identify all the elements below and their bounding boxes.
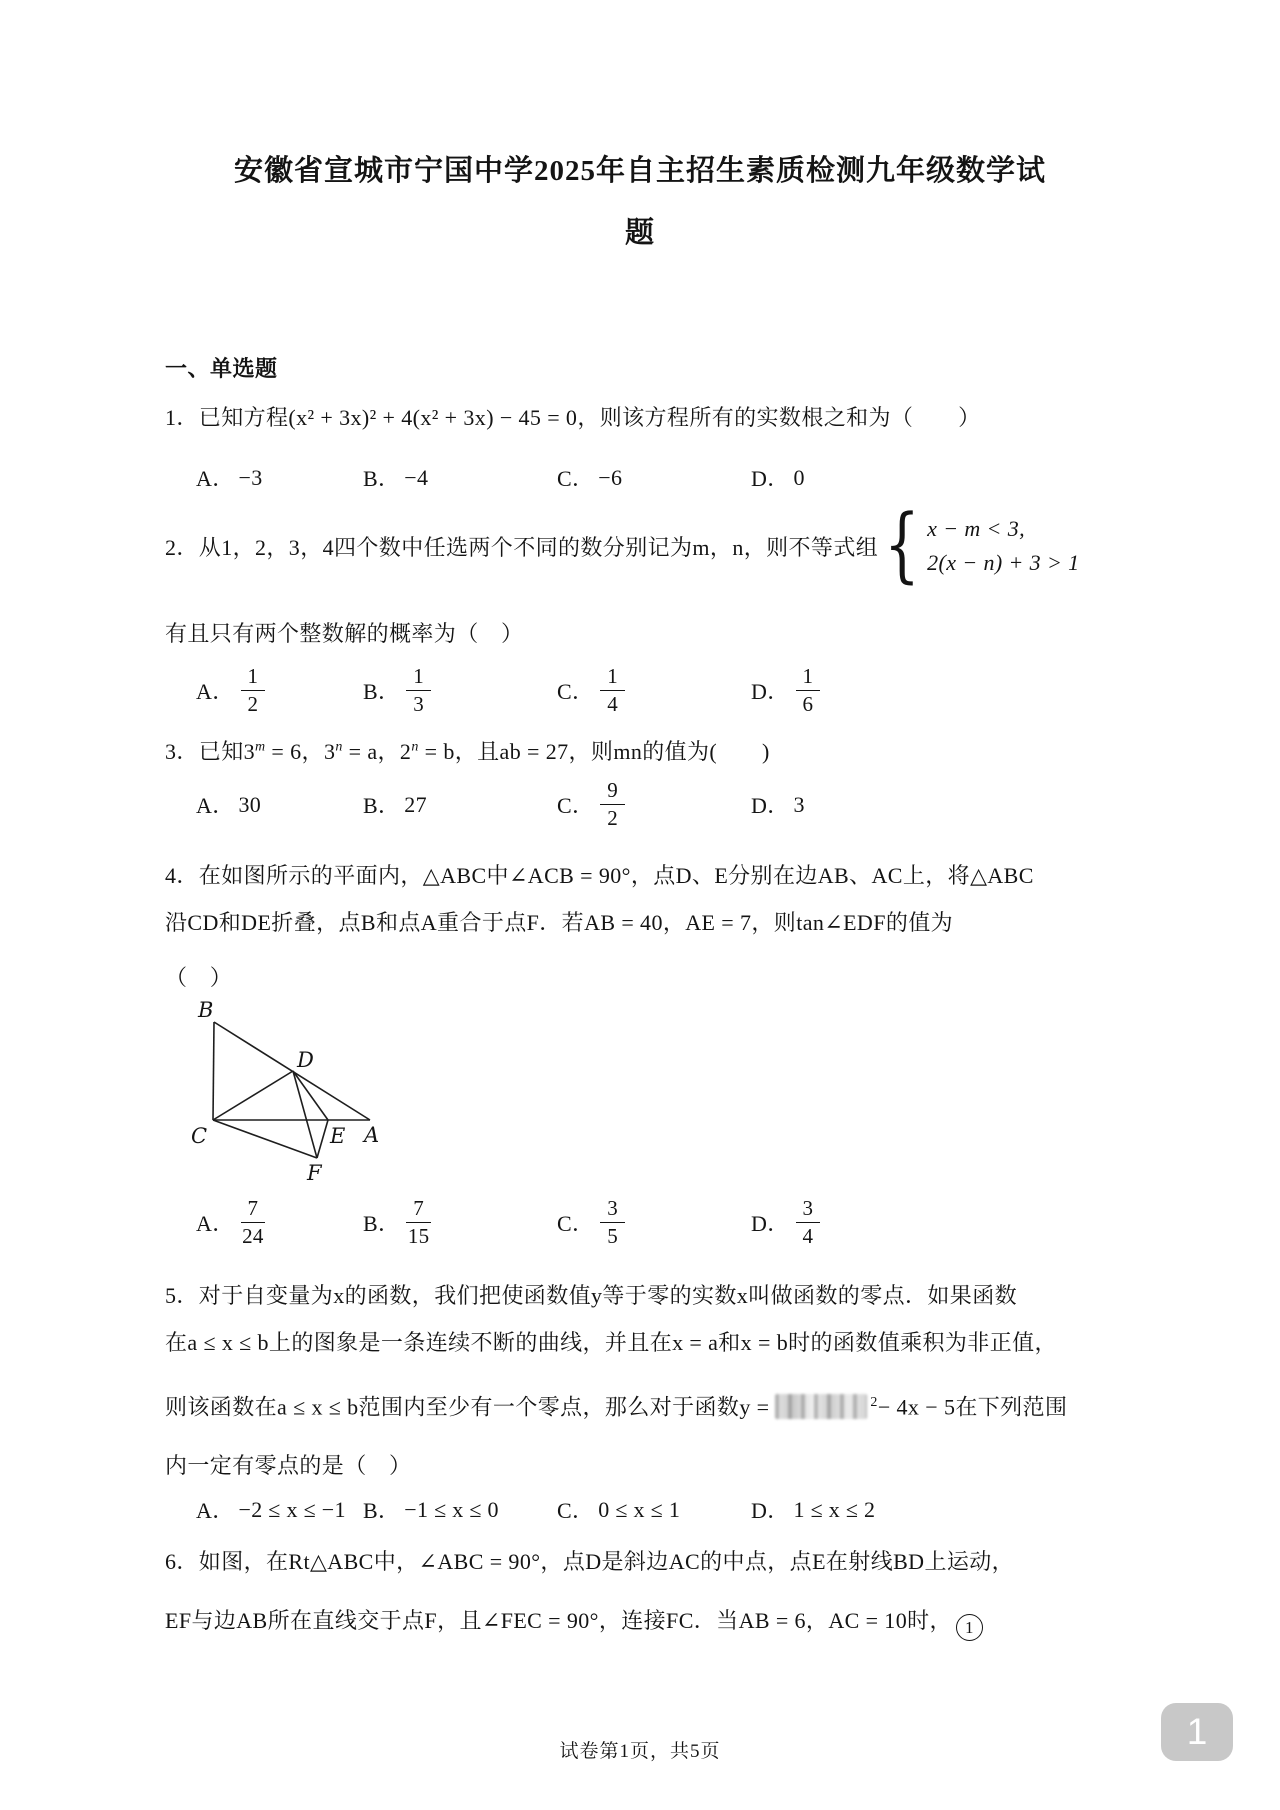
fraction-denominator: 5: [607, 1224, 619, 1249]
fraction-numerator: 1: [241, 664, 266, 691]
fraction-denominator: 24: [242, 1224, 264, 1249]
fraction: [796, 664, 821, 717]
question-2-continuation: 有且只有两个整数解的概率为（ ）: [165, 621, 524, 646]
question-5-options: [165, 1494, 1236, 1525]
fraction: [600, 664, 625, 717]
q5-option-b: [363, 1494, 557, 1525]
q3-exponent-n2: n: [411, 739, 419, 755]
fraction: [241, 664, 266, 717]
vertex-label-E: E: [330, 1124, 346, 1148]
option-label: A．: [196, 1211, 235, 1237]
option-value: 0 ≤ x ≤ 1: [598, 1496, 681, 1522]
fraction-denominator: 15: [407, 1224, 430, 1249]
q5-line3-pre: 则该函数在a ≤ x ≤ b范围内至少有一个零点，那么对于函数y =: [165, 1394, 770, 1420]
q3-option-d: [751, 789, 981, 820]
q4-geometry-figure: [158, 993, 418, 1193]
option-value: −3: [238, 464, 263, 490]
q5-option-d: [751, 1494, 981, 1525]
option-label: D．: [751, 679, 790, 705]
fraction-denominator: 2: [607, 806, 619, 831]
question-1-options: [165, 462, 1236, 493]
redacted-formula-fragment: [775, 1394, 867, 1419]
vertex-label-B: B: [198, 998, 214, 1022]
q1-option-b: [363, 462, 557, 493]
q1-option-c: [557, 462, 751, 493]
q5-option-a: [196, 1494, 363, 1525]
option-label: B．: [363, 1498, 401, 1523]
option-value: −4: [404, 464, 429, 490]
q4-option-a: [196, 1196, 363, 1249]
q3-option-c: [557, 778, 751, 831]
page-number-badge: 1: [1161, 1703, 1233, 1761]
fraction: [600, 1196, 625, 1249]
fraction-denominator: 6: [802, 692, 814, 717]
q4-option-d: [751, 1196, 981, 1249]
option-label: C．: [557, 793, 595, 819]
edge-DE: [293, 1071, 328, 1120]
option-label: D．: [751, 1211, 790, 1237]
option-value: 0: [793, 464, 805, 490]
fraction: [241, 1196, 266, 1249]
fraction-numerator: 7: [241, 1196, 266, 1223]
vertex-label-A: A: [364, 1123, 380, 1147]
option-value: −2 ≤ x ≤ −1: [238, 1496, 346, 1522]
question-3-options: [165, 778, 1236, 831]
edge-CF: [213, 1120, 317, 1158]
q6-line2-pre: EF与边AB所在直线交于点F，且∠FEC = 90°，连接FC．当AB = 6，AC = 10时，: [165, 1608, 952, 1633]
vertex-label-D: D: [297, 1048, 314, 1072]
q2-option-a: [196, 664, 363, 717]
q4-option-b: [363, 1196, 557, 1249]
option-label: B．: [363, 1211, 401, 1237]
question-4-text: [165, 852, 1185, 1001]
edge-EF: [317, 1120, 328, 1158]
question-2-text: [165, 498, 1245, 593]
option-label: C．: [557, 1211, 595, 1237]
option-label: B．: [363, 679, 401, 705]
q3-exponent-n1: n: [335, 739, 343, 755]
question-3-text: [165, 736, 1185, 768]
fraction-numerator: 7: [406, 1196, 431, 1223]
q3-pre: 3．已知3: [165, 739, 256, 764]
fraction-numerator: 3: [600, 1196, 625, 1223]
q6-line-1: 6．如图，在Rt△ABC中，∠ABC = 90°，点D是斜边AC的中点，点E在射线BD上运动，: [165, 1549, 1015, 1574]
option-label: C．: [557, 679, 595, 705]
section-header: 一、单选题: [165, 356, 278, 381]
system-rows: [927, 512, 1079, 580]
fraction: [406, 664, 431, 717]
fraction-numerator: 1: [600, 664, 625, 691]
q1-option-a: [196, 462, 363, 493]
fraction: [600, 778, 625, 831]
q3-mid1: = 6，3: [265, 739, 336, 764]
question-6-text: [165, 1538, 1185, 1644]
q3-exponent-m: m: [255, 739, 266, 755]
q2-option-c: [557, 664, 751, 717]
system-line-2: 2(x − n) + 3 > 1: [927, 550, 1080, 575]
q3-mid3: = b，且ab = 27，则mn的值为( ): [418, 739, 770, 764]
option-label: A．: [196, 466, 235, 491]
fraction-denominator: 4: [802, 1224, 814, 1249]
footer-page-info: 试卷第1页，共5页: [559, 1741, 721, 1762]
q3-mid2: = a，2: [342, 739, 412, 764]
option-value: 30: [238, 791, 262, 817]
q4-option-c: [557, 1196, 751, 1249]
page-title: [0, 140, 1280, 265]
fraction-denominator: 3: [413, 692, 425, 717]
fraction-denominator: 2: [247, 692, 259, 717]
option-label: D．: [751, 466, 790, 491]
option-label: A．: [196, 679, 235, 705]
option-label: B．: [363, 466, 401, 491]
fraction-numerator: 3: [796, 1196, 821, 1223]
q3-option-b: [363, 789, 557, 820]
fraction: [406, 1196, 431, 1249]
q5-line-3: [165, 1379, 1185, 1430]
fraction-numerator: 1: [406, 664, 431, 691]
option-value: 27: [404, 791, 427, 817]
fraction-numerator: 1: [796, 664, 821, 691]
q4-answer-paren: （ ）: [165, 965, 233, 990]
option-label: A．: [196, 1498, 235, 1523]
vertex-label-C: C: [191, 1124, 208, 1148]
edge-BC: [213, 1022, 214, 1120]
vertex-label-F: F: [307, 1161, 322, 1185]
q4-line-1: 4．在如图所示的平面内，△ABC中∠ACB = 90°，点D、E分别在边AB、AC上，将△ABC: [165, 863, 1034, 888]
q4-line-2: 沿CD和DE折叠，点B和点A重合于点F．若AB = 40，AE = 7，则tan∠EDF的值为: [165, 910, 954, 935]
option-label: B．: [363, 793, 401, 819]
option-label: C．: [557, 1498, 595, 1523]
option-label: A．: [196, 793, 235, 819]
q5-line3-post: − 4x − 5在下列范围: [877, 1394, 1068, 1420]
question-1-text: 1．已知方程(x² + 3x)² + 4(x² + 3x) − 45 = 0，则该方程所有的实数根之和为（ ）: [165, 405, 981, 430]
question-2-options: [165, 664, 1236, 717]
option-label: D．: [751, 793, 790, 819]
q2-intro: 2．从1，2，3，4四个数中任选两个不同的数分别记为m，n，则不等式组: [165, 534, 879, 560]
q6-line-2: [165, 1597, 1185, 1644]
question-4-options: [165, 1196, 1236, 1249]
fraction-numerator: 9: [600, 778, 625, 805]
q5-line-1: 5．对于自变量为x的函数，我们把使函数值y等于零的实数x叫做函数的零点．如果函数: [165, 1283, 1018, 1308]
q3-option-a: [196, 789, 363, 820]
q2-option-d: [751, 664, 981, 717]
system-line-1: x − m < 3,: [927, 516, 1025, 541]
question-5-text: [165, 1272, 1185, 1489]
q5-exponent-2: 2: [870, 1395, 878, 1410]
page-title-text: 安徽省宣城市宁国中学2025年自主招生素质检测九年级数学试题: [233, 155, 1046, 250]
option-label: C．: [557, 466, 595, 491]
option-value: −1 ≤ x ≤ 0: [404, 1496, 499, 1522]
q5-line-2: 在a ≤ x ≤ b上的图象是一条连续不断的曲线，并且在x = a和x = b时的函数值乘积为非正值，: [165, 1330, 1057, 1355]
option-value: 1 ≤ x ≤ 2: [793, 1496, 876, 1522]
q5-option-c: [557, 1494, 751, 1525]
fraction-denominator: 4: [607, 692, 619, 717]
q1-option-d: [751, 462, 981, 493]
left-brace-icon: {: [884, 498, 921, 593]
q2-option-b: [363, 664, 557, 717]
edge-CD: [213, 1071, 293, 1120]
inequality-system: [884, 498, 1080, 593]
option-value: 3: [793, 791, 805, 817]
q5-line-4: 内一定有零点的是（ ）: [165, 1453, 412, 1479]
option-value: −6: [598, 464, 623, 490]
option-label: D．: [751, 1498, 790, 1523]
fraction: [796, 1196, 821, 1249]
circled-number-1: 1: [956, 1614, 983, 1641]
